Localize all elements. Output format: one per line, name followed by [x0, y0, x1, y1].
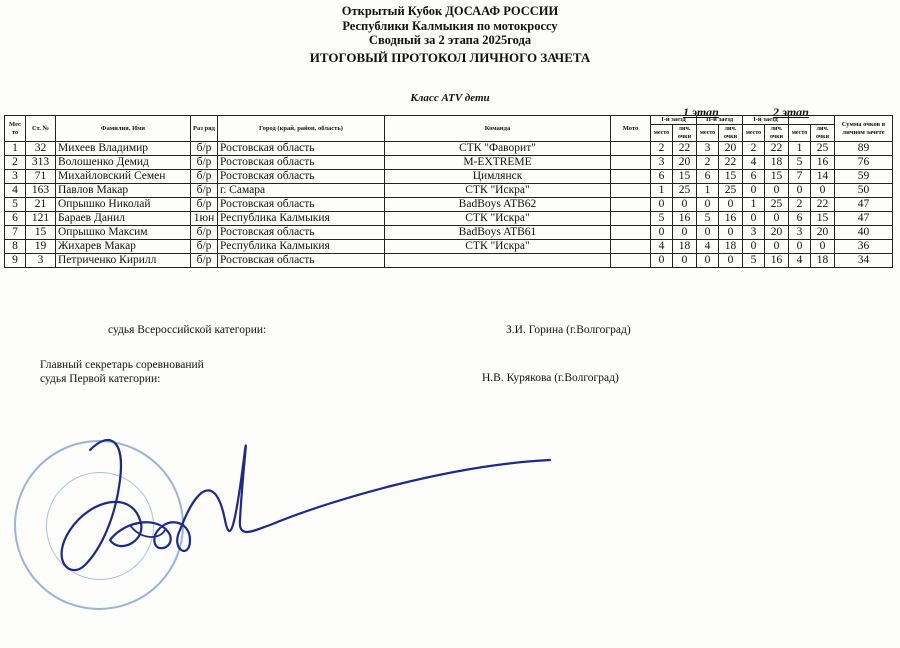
sub-points: лич. очки [811, 125, 835, 142]
cell-total: 47 [835, 198, 893, 212]
cell-number: 19 [26, 240, 56, 254]
cell-heat-points: 20 [673, 156, 697, 170]
cell-heat-points: 18 [765, 156, 789, 170]
cell-place: 7 [5, 226, 26, 240]
cell-heat-place: 0 [651, 226, 673, 240]
cell-heat-points: 16 [719, 212, 743, 226]
cell-name: Опрышко Николай [56, 198, 191, 212]
header-line-3: Сводный за 2 этапа 2025года [368, 33, 532, 47]
cell-heat-points: 16 [811, 156, 835, 170]
table-row [5, 212, 893, 226]
table-row [5, 226, 893, 240]
cell-team: BadBoys ATB61 [385, 226, 611, 240]
col-name-header: Фамилия, Имя [56, 116, 191, 142]
cell-city: г. Самара [218, 184, 385, 198]
cell-heat-place: 1 [651, 184, 673, 198]
cell-heat-points: 0 [811, 240, 835, 254]
cell-name: Жихарев Макар [56, 240, 191, 254]
table-row [5, 240, 893, 254]
heat4-header [789, 116, 835, 125]
cell-heat-points: 0 [673, 254, 697, 268]
cell-city: Ростовская область [218, 142, 385, 156]
cell-heat-place: 0 [697, 226, 719, 240]
cell-moto [611, 212, 651, 226]
cell-city: Ростовская область [218, 226, 385, 240]
stage-2-label: 2 этап [773, 105, 809, 119]
cell-heat-place: 6 [789, 212, 811, 226]
cell-rank: б/р [191, 170, 218, 184]
cell-place: 4 [5, 184, 26, 198]
cell-heat-points: 25 [719, 184, 743, 198]
sub-mesto: место [743, 125, 765, 142]
cell-rank: б/р [191, 240, 218, 254]
cell-heat-points: 15 [811, 212, 835, 226]
cell-place: 8 [5, 240, 26, 254]
cell-team: BadBoys ATB62 [385, 198, 611, 212]
judge-name: З.И. Горина (г.Волгоград) [506, 324, 631, 336]
cell-city: Ростовская область [218, 170, 385, 184]
cell-heat-place: 1 [743, 198, 765, 212]
cell-heat-points: 25 [673, 184, 697, 198]
cell-heat-points: 15 [719, 170, 743, 184]
cell-name: Михеев Владимир [56, 142, 191, 156]
cell-city: Республика Калмыкия [218, 212, 385, 226]
cell-heat-place: 7 [789, 170, 811, 184]
table-row [5, 254, 893, 268]
cell-rank: б/р [191, 254, 218, 268]
cell-team: СТК "Искра" [385, 240, 611, 254]
cell-heat-place: 6 [651, 170, 673, 184]
cell-rank: б/р [191, 198, 218, 212]
cell-total: 34 [835, 254, 893, 268]
sub-mesto: место [697, 125, 719, 142]
cell-team [385, 254, 611, 268]
cell-city: Ростовская область [218, 254, 385, 268]
cell-heat-place: 0 [651, 198, 673, 212]
cell-heat-points: 20 [719, 142, 743, 156]
cell-number: 32 [26, 142, 56, 156]
cell-heat-place: 4 [697, 240, 719, 254]
cell-place: 5 [5, 198, 26, 212]
col-number-header: Ст. № [26, 116, 56, 142]
handwritten-signature [30, 390, 590, 630]
cell-heat-points: 15 [673, 170, 697, 184]
cell-name: Петриченко Кирилл [56, 254, 191, 268]
secretary-name: Н.В. Курякова (г.Волгоград) [482, 372, 619, 384]
cell-place: 3 [5, 170, 26, 184]
cell-heat-place: 2 [743, 142, 765, 156]
cell-number: 3 [26, 254, 56, 268]
sub-points: лич. очки [673, 125, 697, 142]
cell-name: Павлов Макар [56, 184, 191, 198]
cell-heat-points: 22 [719, 156, 743, 170]
heat2-header: II-й заезд [697, 116, 743, 125]
cell-team: СТК "Искра" [385, 184, 611, 198]
cell-heat-points: 22 [673, 142, 697, 156]
table-row [5, 156, 893, 170]
header-line-1: Открытый Кубок ДОСААФ РОССИИ [341, 4, 559, 18]
cell-number: 163 [26, 184, 56, 198]
cell-heat-points: 22 [811, 198, 835, 212]
cell-number: 15 [26, 226, 56, 240]
cell-heat-place: 0 [743, 184, 765, 198]
cell-heat-place: 4 [789, 254, 811, 268]
col-place-header: Мес то [5, 116, 26, 142]
secretary-line-2: судья Первой категории: [40, 373, 161, 385]
cell-heat-place: 0 [651, 254, 673, 268]
cell-heat-place: 5 [743, 254, 765, 268]
cell-heat-points: 0 [765, 240, 789, 254]
heat1-header: I-й заезд [651, 116, 697, 125]
cell-city: Ростовская область [218, 156, 385, 170]
cell-heat-points: 0 [719, 226, 743, 240]
cell-heat-place: 2 [697, 156, 719, 170]
cell-heat-points: 0 [719, 254, 743, 268]
cell-heat-place: 6 [743, 170, 765, 184]
results-table [4, 115, 893, 268]
heat3-header: I-й заезд [743, 116, 789, 125]
cell-heat-points: 15 [765, 170, 789, 184]
cell-rank: б/р [191, 142, 218, 156]
cell-rank: б/р [191, 184, 218, 198]
table-row [5, 198, 893, 212]
cell-heat-place: 0 [743, 240, 765, 254]
cell-name: Михайловский Семен [56, 170, 191, 184]
cell-heat-points: 14 [811, 170, 835, 184]
cell-rank: б/р [191, 156, 218, 170]
cell-heat-place: 3 [697, 142, 719, 156]
cell-moto [611, 142, 651, 156]
stage-1-label: 1 этап [683, 105, 719, 119]
cell-heat-points: 0 [765, 212, 789, 226]
cell-name: Опрышко Максим [56, 226, 191, 240]
cell-heat-place: 0 [789, 240, 811, 254]
cell-heat-place: 3 [743, 226, 765, 240]
cell-moto [611, 170, 651, 184]
cell-number: 121 [26, 212, 56, 226]
cell-heat-points: 16 [765, 254, 789, 268]
cell-total: 59 [835, 170, 893, 184]
cell-heat-place: 5 [651, 212, 673, 226]
cell-heat-points: 18 [719, 240, 743, 254]
cell-heat-points: 22 [765, 142, 789, 156]
cell-total: 50 [835, 184, 893, 198]
class-label: Класс ATV дети [410, 92, 490, 104]
cell-heat-place: 2 [651, 142, 673, 156]
col-moto-header: Мото [611, 116, 651, 142]
cell-rank: б/р [191, 226, 218, 240]
cell-name: Волошенко Демид [56, 156, 191, 170]
cell-heat-place: 4 [651, 240, 673, 254]
cell-heat-points: 0 [673, 198, 697, 212]
cell-heat-place: 0 [697, 254, 719, 268]
cell-heat-points: 0 [719, 198, 743, 212]
cell-team: Цимлянск [385, 170, 611, 184]
table-row [5, 142, 893, 156]
cell-number: 71 [26, 170, 56, 184]
cell-total: 89 [835, 142, 893, 156]
sub-mesto: место [789, 125, 811, 142]
table-row [5, 184, 893, 198]
header-block [0, 4, 900, 48]
cell-heat-place: 1 [697, 184, 719, 198]
cell-heat-points: 0 [765, 184, 789, 198]
cell-moto [611, 254, 651, 268]
cell-place: 6 [5, 212, 26, 226]
cell-heat-points: 0 [811, 184, 835, 198]
cell-city: Ростовская область [218, 198, 385, 212]
secretary-line-1: Главный секретарь соревнований [40, 359, 204, 371]
col-city-header: Город (край, район, область) [218, 116, 385, 142]
col-rank-header: Раз ряд [191, 116, 218, 142]
cell-number: 313 [26, 156, 56, 170]
cell-place: 2 [5, 156, 26, 170]
cell-number: 21 [26, 198, 56, 212]
cell-team: M-EXTREME [385, 156, 611, 170]
cell-name: Бараев Данил [56, 212, 191, 226]
cell-heat-place: 2 [789, 198, 811, 212]
cell-heat-place: 4 [743, 156, 765, 170]
cell-heat-place: 0 [789, 184, 811, 198]
cell-heat-place: 5 [789, 156, 811, 170]
cell-heat-place: 5 [697, 212, 719, 226]
cell-heat-place: 1 [789, 142, 811, 156]
cell-heat-points: 0 [673, 226, 697, 240]
cell-heat-points: 20 [765, 226, 789, 240]
secretary-block [40, 358, 204, 386]
sub-points: лич. очки [765, 125, 789, 142]
cell-heat-place: 6 [697, 170, 719, 184]
cell-city: Республика Калмыкия [218, 240, 385, 254]
results-body [5, 142, 893, 268]
col-total-header: Сумма очков в личном зачете [835, 116, 893, 142]
sub-points: лич. очки [719, 125, 743, 142]
cell-heat-points: 18 [673, 240, 697, 254]
cell-heat-place: 0 [743, 212, 765, 226]
cell-team: СТК "Фаворит" [385, 142, 611, 156]
cell-heat-points: 16 [673, 212, 697, 226]
cell-heat-points: 25 [811, 142, 835, 156]
cell-total: 47 [835, 212, 893, 226]
signature-stroke [62, 440, 550, 570]
cell-rank: 1юн [191, 212, 218, 226]
header-line-2: Республики Калмыкия по мотокроссу [342, 18, 558, 33]
cell-heat-points: 18 [811, 254, 835, 268]
cell-total: 76 [835, 156, 893, 170]
col-team-header: Команда [385, 116, 611, 142]
protocol-title: ИТОГОВЫЙ ПРОТОКОЛ ЛИЧНОГО ЗАЧЕТА [309, 50, 591, 65]
cell-heat-place: 0 [697, 198, 719, 212]
cell-heat-place: 3 [651, 156, 673, 170]
judge-label: судья Всероссийской категории: [108, 324, 267, 336]
table-row [5, 170, 893, 184]
cell-total: 40 [835, 226, 893, 240]
cell-total: 36 [835, 240, 893, 254]
cell-team: СТК "Искра" [385, 212, 611, 226]
cell-moto [611, 226, 651, 240]
cell-place: 9 [5, 254, 26, 268]
cell-moto [611, 198, 651, 212]
cell-heat-points: 20 [811, 226, 835, 240]
cell-moto [611, 240, 651, 254]
cell-heat-points: 25 [765, 198, 789, 212]
cell-moto [611, 156, 651, 170]
cell-moto [611, 184, 651, 198]
sub-mesto: место [651, 125, 673, 142]
cell-place: 1 [5, 142, 26, 156]
cell-heat-place: 3 [789, 226, 811, 240]
